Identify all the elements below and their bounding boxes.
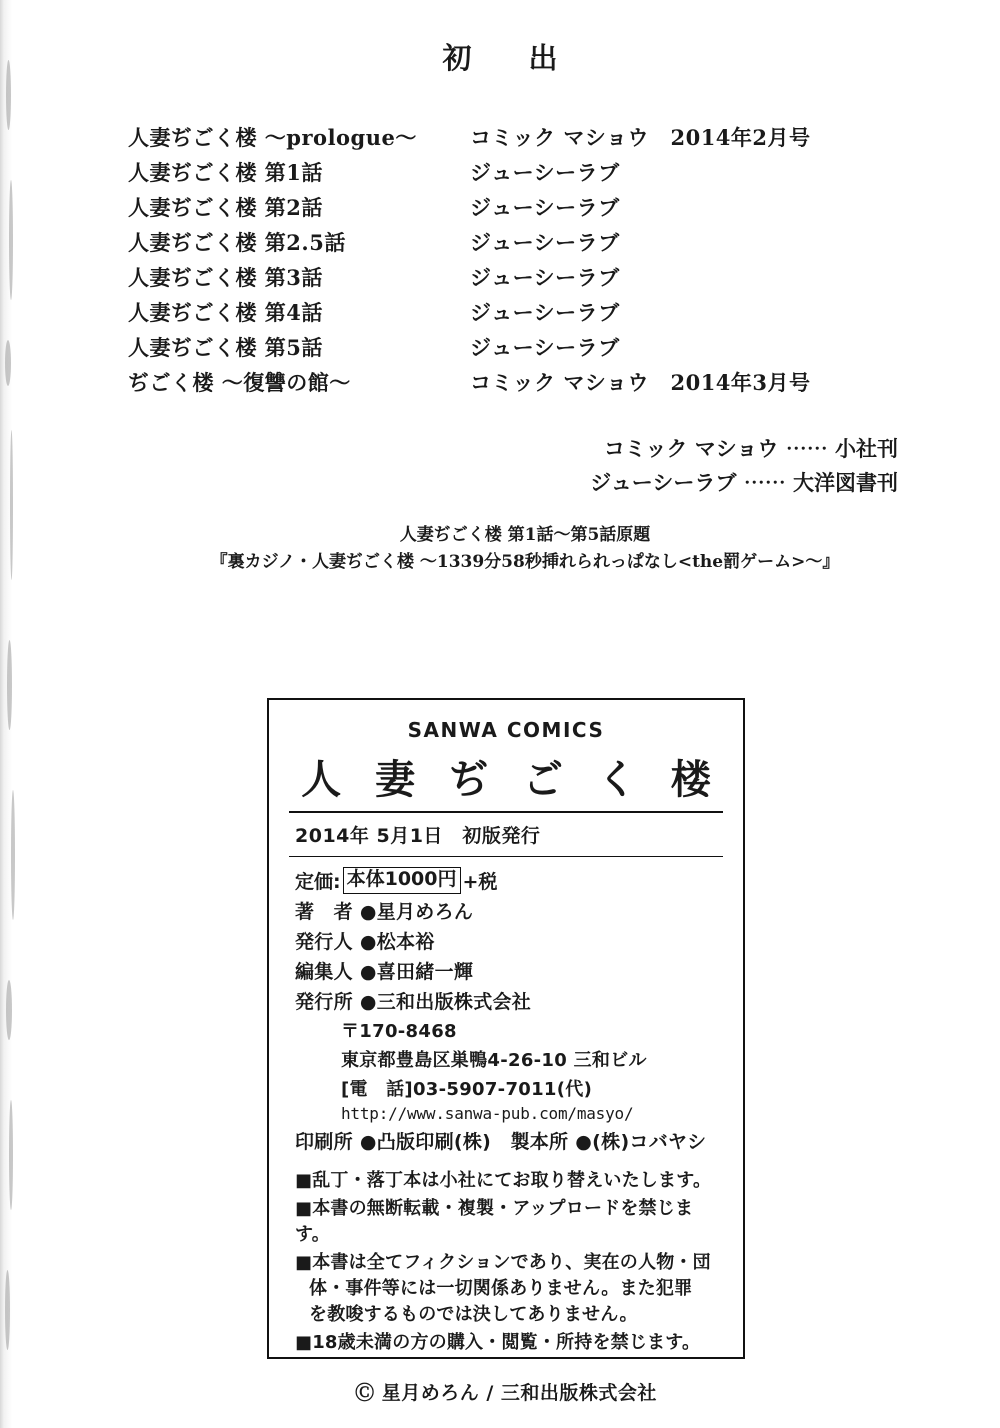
author-line: 著 者 ●星月めろん (295, 901, 474, 923)
credit-title: 人妻ぢごく楼 第5話 (128, 335, 323, 360)
page-title: 初 出 (442, 41, 572, 75)
publisher-person-line: 発行人 ●松本裕 (295, 931, 435, 953)
note-item: ■乱丁・落丁本は小社にてお取り替えいたします。 (295, 1170, 712, 1191)
credit-row (128, 262, 888, 297)
imprint-note-2: ジューシーラブ ⋯⋯ 大洋図書刊 (590, 470, 898, 495)
credit-title: 人妻ぢごく楼 第1話 (128, 160, 323, 185)
credit-magazine: ジューシーラブ (470, 335, 620, 360)
notes-list (295, 1168, 723, 1356)
editor-line: 編集人 ●喜田緒一輝 (295, 961, 474, 983)
original-title-label: 人妻ぢごく楼 第1話〜第5話原題 (399, 525, 651, 545)
credit-magazine: ジューシーラブ (470, 300, 620, 325)
book-title: 人 妻 ぢ ご く 楼 (289, 748, 723, 813)
price-label: 定価: (295, 871, 341, 893)
credit-title: 人妻ぢごく楼 第4話 (128, 300, 323, 325)
price-line (295, 867, 723, 894)
credit-title: 人妻ぢごく楼 〜prologue〜 (128, 125, 417, 150)
credit-magazine: コミック マショウ 2014年3月号 (470, 370, 811, 395)
credit-magazine: ジューシーラブ (470, 195, 620, 220)
postal-code: 〒170-8468 (341, 1021, 457, 1042)
note-continuation: を教唆するものでは決してありません。 (309, 1304, 638, 1325)
price-suffix: +税 (462, 871, 498, 893)
credit-row (128, 157, 888, 192)
printing-line: 印刷所 ●凸版印刷(株) 製本所 ●(株)コバヤシ (295, 1131, 707, 1153)
address: 東京都豊島区巣鴨4-26-10 三和ビル (341, 1050, 647, 1071)
credit-magazine: ジューシーラブ (470, 265, 620, 290)
imprint-box (267, 698, 745, 1404)
publication-date: 2014年 5月1日 初版発行 (295, 825, 541, 847)
imprint-source-notes (128, 432, 898, 500)
credit-row (128, 332, 888, 367)
credit-title: 人妻ぢごく楼 第3話 (128, 265, 323, 290)
credit-title: 人妻ぢごく楼 第2話 (128, 195, 323, 220)
original-title-block (130, 522, 920, 576)
credit-row (128, 297, 888, 332)
credit-magazine: コミック マショウ 2014年2月号 (470, 125, 811, 150)
website-url[interactable]: http://www.sanwa-pub.com/masyo/ (341, 1104, 634, 1123)
imprint-note-1: コミック マショウ ⋯⋯ 小社刊 (603, 436, 898, 461)
copyright-line: Ⓒ 星月めろん / 三和出版株式会社 (355, 1382, 657, 1404)
note-continuation: 体・事件等には一切関係ありません。また犯罪 (309, 1278, 693, 1299)
credit-row (128, 122, 888, 157)
credits-list (128, 122, 888, 402)
credit-row (128, 227, 888, 262)
series-label: SANWA COMICS (407, 718, 605, 742)
note-item: ■本書の無断転載・複製・アップロードを禁じます。 (295, 1198, 694, 1245)
price-value: 本体1000円 (343, 867, 461, 894)
note-main: ■本書は全てフィクションであり、実在の人物・団 (295, 1252, 711, 1273)
credit-title: ぢごく楼 〜復讐の館〜 (128, 370, 351, 395)
note-item: ■18歳未満の方の購入・閲覧・所持を禁じます。 (295, 1332, 701, 1353)
credit-row (128, 367, 888, 402)
divider (289, 856, 723, 857)
credit-magazine: ジューシーラブ (470, 230, 620, 255)
page-edge-texture (0, 0, 26, 1428)
note-item (295, 1250, 723, 1328)
phone: [電 話]03-5907-7011(代) (341, 1079, 593, 1100)
original-title-value: 『裏カジノ・人妻ぢごく楼 〜1339分58秒挿れられっぱなし<the罰ゲーム>〜』 (210, 552, 840, 572)
publisher-line: 発行所 ●三和出版株式会社 (295, 991, 532, 1013)
credit-row (128, 192, 888, 227)
credit-title: 人妻ぢごく楼 第2.5話 (128, 230, 346, 255)
credit-magazine: ジューシーラブ (470, 160, 620, 185)
